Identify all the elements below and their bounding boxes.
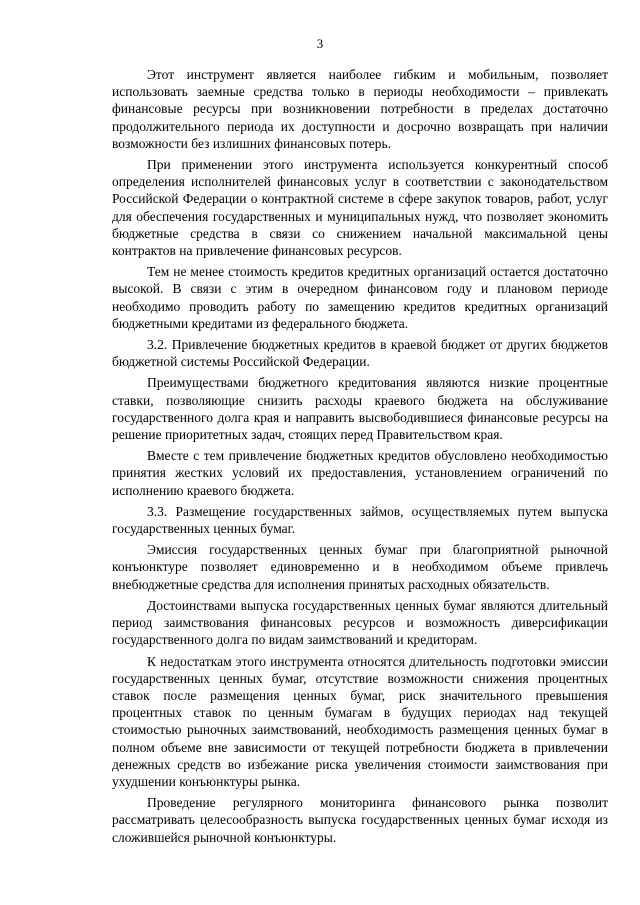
paragraph: Проведение регулярного мониторинга финансового рынка позволит рассматривать целесообразность выпуска государственных ценных бумаг исходя из сложившейся рыночной конъюнктуры. [112,795,608,845]
section-heading-3-2: 3.2. Привлечение бюджетных кредитов в краевой бюджет от других бюджетов бюджетной системы Российской Федерации. [112,337,608,370]
paragraph: Преимуществами бюджетного кредитования являются низкие процентные ставки, позволяющие снизить расходы краевого бюджета на обслуживание государственного долга края и направить высвободившиеся финансовые ресурсы на решение приоритетных задач, стоящих перед Правительством края. [112,375,608,443]
paragraph: Достоинствами выпуска государственных ценных бумаг являются длительный период заимствования финансовых ресурсов и возможность диверсификации государственного долга по видам заимствований и кредиторам. [112,597,608,648]
page-number: 3 [316,36,324,51]
paragraph: Эмиссия государственных ценных бумаг при благоприятной рыночной конъюнктуре позволяет единовременно и в необходимом объеме привлечь внебюджетные средства для исполнения принятых расходных обязательств. [112,542,608,592]
section-heading-3-3: 3.3. Размещение государственных займов, осуществляемых путем выпуска государственных ценных бумаг. [112,503,608,537]
paragraph: Тем не менее стоимость кредитов кредитных организаций остается достаточно высокой. В связи с этим в очередном финансовом году и плановом периоде необходимо проводить работу по замещению кредитов кредитных организаций бюджетными кредитами из федерального бюджета. [112,264,608,331]
paragraph: Этот инструмент является наиболее гибким и мобильным, позволяет использовать заемные средства только в периоды необходимости – привлекать финансовые ресурсы при возникновении потребности в пределах достаточно продолжительного периода их доступности и досрочно возвращать при наличии возможности без излишних финансовых потерь. [112,67,608,151]
paragraph: При применении этого инструмента используется конкурентный способ определения исполнителей финансовых услуг в соответствии с законодательством Российской Федерации о контрактной системе в сфере закупок товаров, работ, услуг для обеспечения государственных и муниципальных нужд, что позволяет экономить бюджетные средства в связи со снижением начальной максимальной цены контрактов на привлечение финансовых ресурсов. [112,157,608,259]
paragraph: Вместе с тем привлечение бюджетных кредитов обусловлено необходимостью принятия жестких условий их предоставления, установлением ограничений по исполнению краевого бюджета. [112,448,608,498]
document-body [112,66,608,850]
paragraph: К недостаткам этого инструмента относятся длительность подготовки эмиссии государственных ценных бумаг, отсутствие возможности снижения процентных ставок после размещения ценных бумаг, риск значительного превышения процентных ставок по ценным бумагам в будущих периодах над текущей стоимостью рыночных заимствований, необходимость размещения ценных бумаг в полном объеме вне зависимости от текущей потребности бюджета в привлечении денежных средств во избежание риска увеличения стоимости заимствования при ухудшении конъюнктуры рынка. [112,653,608,789]
